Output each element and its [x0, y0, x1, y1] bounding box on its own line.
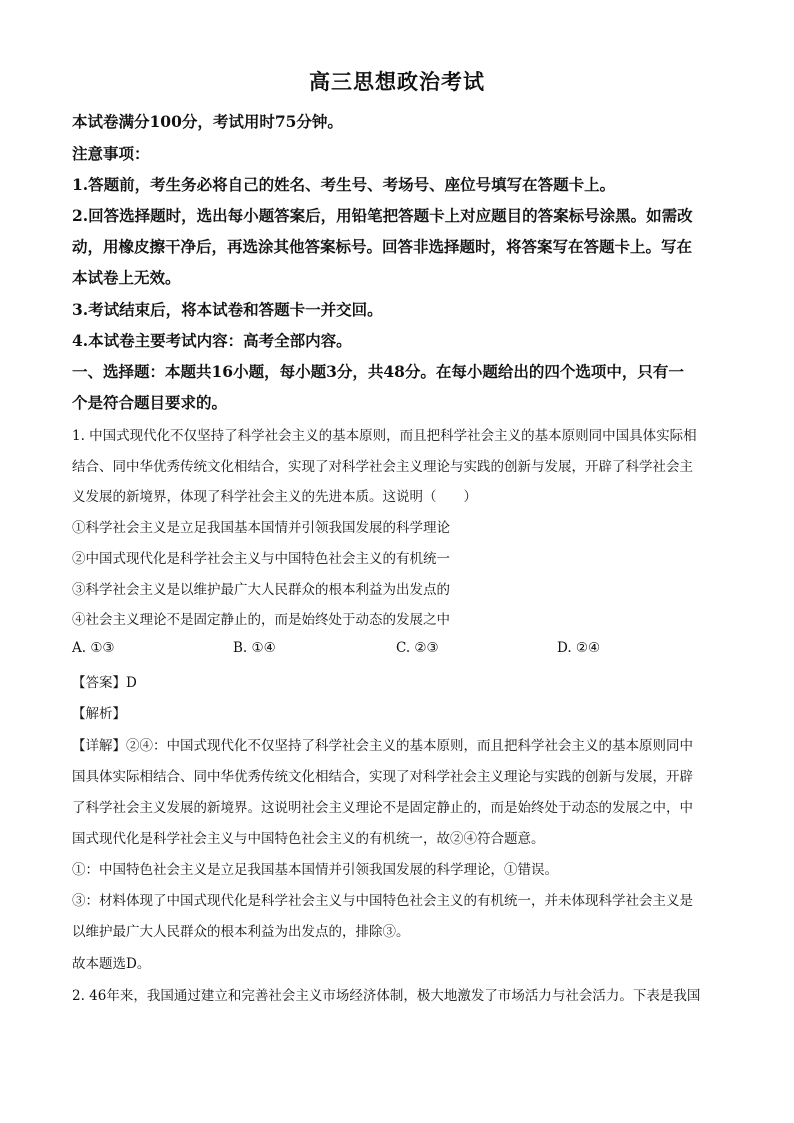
exam-title: 高三思想政治考试 [309, 69, 485, 94]
section-heading: 一、选择题：本题共16小题，每小题3分，共48分。在每小题给出的四个选项中，只有一 [72, 362, 684, 381]
question-stem: 2. 46年来，我国通过建立和完善社会主义市场经济体制，极大地激发了市场活力与社会活力。下表是我国 [72, 988, 701, 1004]
option-d: D. ②④ [557, 640, 601, 656]
intro-line: 注意事项： [72, 144, 150, 163]
statement: ①科学社会主义是立足我国基本国情并引领我国发展的科学理论 [72, 520, 450, 536]
intro-line: 本试卷满分100分，考试用时75分钟。 [72, 112, 343, 131]
option-a: A. ①③ [72, 640, 115, 656]
option-b: B. ①④ [233, 640, 276, 656]
detail-line: 国式现代化是科学社会主义与中国特色社会主义的有机统一，故②④符合题意。 [72, 831, 545, 847]
detail-line: 故本题选D。 [72, 956, 151, 972]
analysis-label: 【解析】 [72, 706, 126, 722]
intro-line: 4.本试卷主要考试内容：高考全部内容。 [72, 331, 352, 350]
option-c: C. ②③ [396, 640, 439, 656]
intro-line: 2.回答选择题时，选出每小题答案后，用铅笔把答题卡上对应题目的答案标号涂黑。如需改 [72, 206, 693, 225]
detail-line: 【详解】②④：中国式现代化不仅坚持了科学社会主义的基本原则，而且把科学社会主义的基本原则同中 [72, 738, 693, 754]
detail-line: ③：材料体现了中国式现代化是科学社会主义与中国特色社会主义的有机统一，并未体现科学社会主义是 [72, 893, 693, 909]
statement: ④社会主义理论不是固定静止的，而是始终处于动态的发展之中 [72, 612, 450, 628]
intro-line: 动，用橡皮擦干净后，再选涂其他答案标号。回答非选择题时，将答案写在答题卡上。写在 [72, 237, 693, 256]
detail-line: ①：中国特色社会主义是立足我国基本国情并引领我国发展的科学理论，①错误。 [72, 862, 558, 878]
detail-line: 国具体实际相结合、同中华优秀传统文化相结合，实现了对科学社会主义理论与实践的创新与发展，开辟 [72, 769, 693, 785]
question-stem: 义发展的新境界，体现了科学社会主义的先进本质。这说明（ ） [72, 489, 477, 505]
intro-line: 本试卷上无效。 [72, 268, 181, 287]
section-heading: 个是符合题目要求的。 [72, 393, 228, 412]
question-stem: 1. 中国式现代化不仅坚持了科学社会主义的基本原则，而且把科学社会主义的基本原则同中国具体实际相 [72, 428, 697, 444]
intro-line: 3.考试结束后，将本试卷和答题卡一并交回。 [72, 300, 383, 319]
statement: ②中国式现代化是科学社会主义与中国特色社会主义的有机统一 [72, 551, 450, 567]
detail-line: 以维护最广大人民群众的根本利益为出发点的，排除③。 [72, 924, 410, 940]
intro-line: 1.答题前，考生务必将自己的姓名、考生号、考场号、座位号填写在答题卡上。 [72, 175, 616, 194]
question-stem: 结合、同中华优秀传统文化相结合，实现了对科学社会主义理论与实践的创新与发展，开辟了科学社会主 [72, 459, 693, 475]
detail-line: 了科学社会主义发展的新境界。这说明社会主义理论不是固定静止的，而是始终处于动态的发展之中，中 [72, 800, 693, 816]
answer: 【答案】D [72, 675, 137, 691]
statement: ③科学社会主义是以维护最广大人民群众的根本利益为出发点的 [72, 582, 450, 598]
